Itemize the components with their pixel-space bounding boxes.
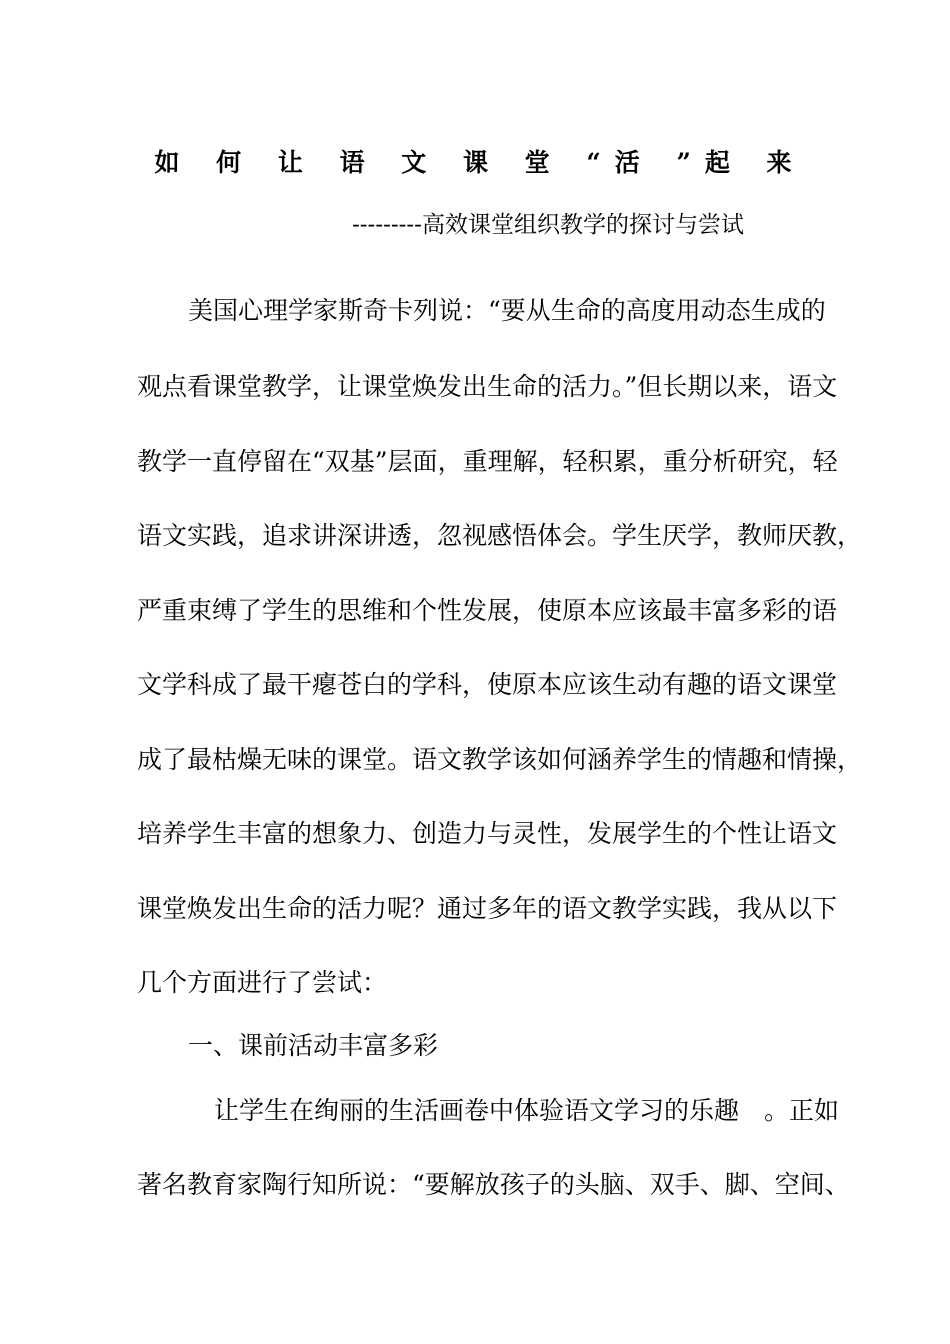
paragraph-line: 观点看课堂教学，让课堂焕发出生命的活力。”但长期以来，语文: [137, 372, 838, 401]
paragraph-line: 几个方面进行了尝试：: [137, 968, 388, 997]
paragraph-line: 教学一直停留在“双基”层面，重理解，轻积累，重分析研究，轻: [137, 447, 838, 476]
paragraph-line: 著名教育家陶行知所说：“要解放孩子的头脑、双手、脚、空间、: [137, 1170, 850, 1199]
paragraph-line: 培养学生丰富的想象力、创造力与灵性，发展学生的个性让语文: [137, 819, 838, 848]
paragraph-line: 语文实践，追求讲深讲透，忽视感悟体会。学生厌学，教师厌教，: [137, 521, 863, 550]
document-subtitle: ---------高效课堂组织教学的探讨与尝试: [352, 212, 744, 238]
paragraph-line: 文学科成了最干瘪苍白的学科，使原本应该生动有趣的语文课堂: [137, 670, 838, 699]
paragraph-line: 课堂焕发出生命的活力呢？通过多年的语文教学实践，我从以下: [137, 894, 838, 923]
paragraph-line: 严重束缚了学生的思维和个性发展，使原本应该最丰富多彩的语: [137, 596, 838, 625]
document-title: 如 何 让 语 文 课 堂 “活 ”起 来: [154, 148, 806, 177]
paragraph-line: 让学生在绚丽的生活画卷中体验语文学习的乐趣 。正如: [214, 1096, 840, 1125]
section-heading: 一、课前活动丰富多彩: [188, 1031, 439, 1060]
paragraph-line: 成了最枯燥无味的课堂。语文教学该如何涵养学生的情趣和情操，: [137, 745, 863, 774]
paragraph-line: 美国心理学家斯奇卡列说：“要从生命的高度用动态生成的: [188, 296, 826, 325]
